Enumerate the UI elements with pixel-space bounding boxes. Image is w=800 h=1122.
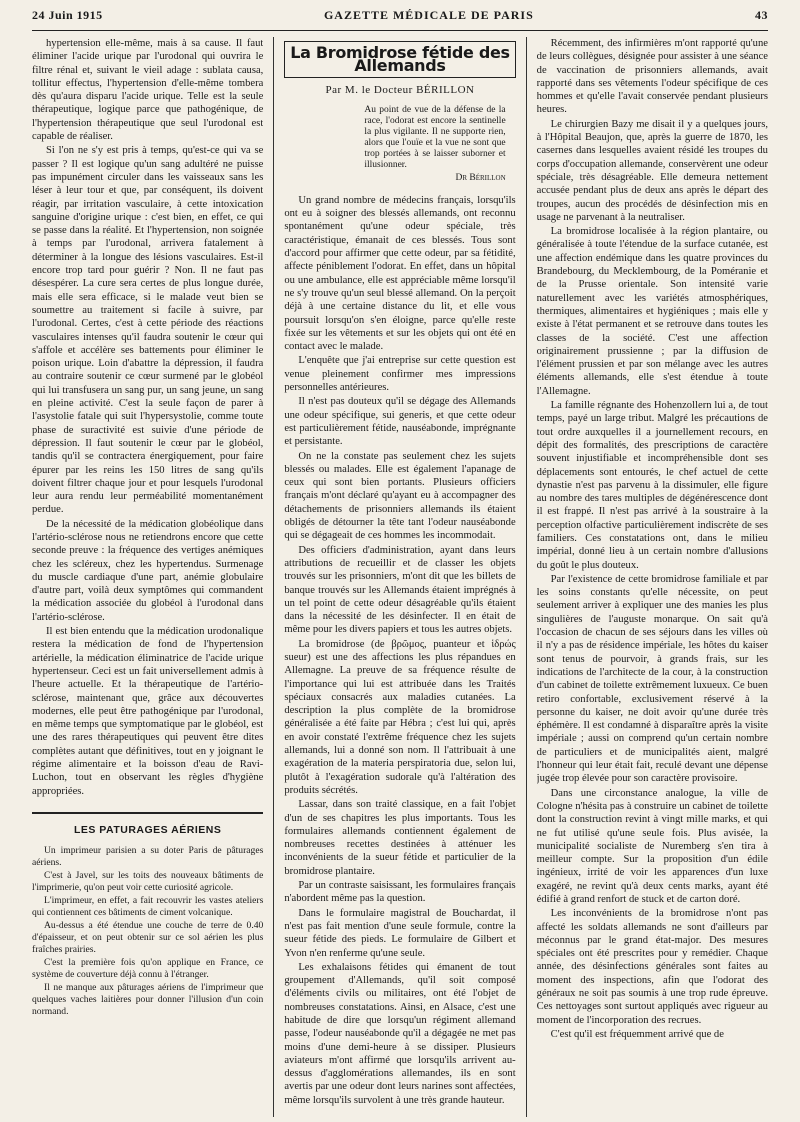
paragraph: Récemment, des infirmières m'ont rapporté qu'une de leurs collègues, désignée pour assister à une séance de vaccination de prisonniers allemands, avait rapporté dans ses vêtements l'odeur spécifique de ces hommes et qu'elle l'avait conservée pendant plusieurs heures.	[536, 38, 768, 116]
paragraph: Lassar, dans son traité classique, en a fait l'objet d'un de ses chapitres les plus importants. Tous les formulaires allemands contiennent également de nombreuses recettes destinées à atténuer les inconvénients de la sueur fétide et particulier de la bromidrose plantaire.	[284, 799, 516, 877]
paragraph: La bromidrose (de βρῶμος, puanteur et ἱδρώς sueur) est une des affections les plus répandues en Allemagne. La preuve de sa fréquence résulte de l'importance qui lui est attribuée dans les Traités spéciaux consacrés aux maladies cutanées. La description la plus complète de la bromidrose généralisée a été faite par Hébra ; c'est lui qui, après en avoir constaté l'extrême fréquence chez les sujets allemands, lui a donné son nom. Il l'attribuait à une exagération de la materia perspiratoria due, selon lui, plutôt à l'exagération sudorale qu'à l'altération des produits sécrétés.	[284, 638, 516, 796]
paragraph: Dans le formulaire magistral de Bouchardat, il n'est pas fait mention d'une seule formule, contre la sueur fétide des pieds. Le formulaire de Gilbert et Yvon n'en renferme qu'une seule.	[284, 907, 516, 959]
paragraph: Il est bien entendu que la médication urodonalique restera la médication de fond de l'hypertension artérielle, la médication éliminatrice de l'acide urique hypertenseur. Ceci est un fait universellement admis à l'heure actuelle. Et la thérapeutique de l'artério-sclérose, maintenant que, grâce aux découvertes modernes, elle peut être pathogénique par l'urodonal, en même temps que symptomatique par le globéol, est une des rares thérapeutiques qui peuvent être dites complètes autant que définitives, tout en y joignant le régime alimentaire et la boisson d'eau de Ravi-Luchon, tout en observant les règles d'hygiène appropriées.	[32, 626, 264, 797]
column-separator	[526, 37, 527, 1117]
paragraph: hypertension elle-même, mais à sa cause. Il faut éliminer l'acide urique par l'urodonal qui ouvrira le filtre rénal et, suivant le vieil adage : sublata causa, tollitur effectus, l'hypertension d'elle-même tombera dès qu'aura disparu l'acide urique. Telle est la seule thérapeutique, logique parce que pathogénique, de l'hypertension thérapeutique que seul l'urodonal est capable de réaliser.	[32, 38, 264, 143]
paragraph: La famille régnante des Hohenzollern lui a, de tout temps, payé un large tribut. Malgré les précautions de tout ordre auxquelles il a journellement recours, en dépit des formalités, des prescriptions de caractère souvent injustifiable et incompréhensible dont ses déplacements sont entourés, le chef actuel de cette dynastie n'est pas parvenu à la dissimuler, elle figure au nombre des tares multiples de dégénérescence dont il est frappé. Il n'est pas arrivé à la soustraire à la perception olfactive particulièrement indiscrète de ses familiers. Ces constatations ont, dans le milieu impérial, donné lieu à un certain nombre d'allusions du goût le plus douteux.	[536, 400, 768, 571]
epigraph	[364, 105, 505, 184]
paragraph: Des officiers d'administration, ayant dans leurs attributions de recueillir et de classer les objets trouvés sur les prisonniers, m'ont dit que les billets de banque trouvés sur les Allemands étaient imprégnés à un tel point de cette odeur désagréable qu'ils étaient dans la nécessité de les désinfecter. Il en était de même pour les divers papiers et tous les autres objets.	[284, 544, 516, 636]
column-1	[32, 37, 263, 1117]
column-3	[537, 37, 768, 1117]
issue-date: 24 Juin 1915	[32, 8, 103, 22]
paragraph: C'est la première fois qu'on applique en France, ce système de couverture déjà connu à l'étranger.	[32, 957, 264, 981]
page-number: 43	[755, 8, 768, 22]
paragraph: Un imprimeur parisien a su doter Paris de pâturages aériens.	[32, 845, 264, 869]
header-rule	[32, 30, 768, 31]
paragraph: Au-dessus a été étendue une couche de terre de 0.40 d'épaisseur, et on peut obtenir sur ce sol aérien les plus fraîches prairies.	[32, 920, 264, 956]
article-title: La Bromidrose fétide des Allemands	[284, 41, 515, 78]
journal-title: GAZETTE MÉDICALE DE PARIS	[323, 8, 534, 22]
column-2	[284, 37, 515, 1117]
page-header	[32, 8, 768, 28]
paragraph: C'est qu'il est fréquemment arrivé que de	[550, 1028, 724, 1040]
section-divider	[32, 812, 263, 814]
article-author: Par M. le Docteur BÉRILLON	[325, 83, 475, 96]
section-title: LES PATURAGES AÉRIENS	[73, 823, 222, 836]
paragraph: Les inconvénients de la bromidrose n'ont pas affecté les soldats allemands ne sont d'ailleurs par méconnus par le grand état-major. Des mesures spéciales ont été prescrites pour y remédier. Chaque année, des désinfections générales sont faites au moment des inspections, afin que l'odorat des généraux ne soit pas soumis à une trop rude épreuve. Ces nettoyages sont surtout appliqués avec rigueur au moment de l'incorporation des recrues.	[536, 908, 768, 1026]
paragraph: L'enquête que j'ai entreprise sur cette question est venue pleinement confirmer mes impressions personnelles antérieures.	[284, 355, 516, 394]
paragraph: Il n'est pas douteux qu'il se dégage des Allemands une odeur spécifique, sui generis, et que cette odeur est particulièrement fétide, nauséabonde, imprégnante et persistante.	[284, 396, 516, 448]
paragraph: C'est à Javel, sur les toits des nouveaux bâtiments de l'imprimerie, qu'on peut voir cette curiosité agricole.	[32, 870, 264, 894]
paragraph: Dans une circonstance analogue, la ville de Cologne n'hésita pas à construire un cabinet de toilette dont la construction revint à vingt mille marks, et qui ne fut utilisé qu'une seule fois. Plus avisée, la municipalité socialiste de Nuremberg s'en tira à meilleur compte. Sur la proposition d'un édile ingénieux, irrité de voir les apparences d'un luxe exagéré, ne revint qu'à deux cents marks, ayant été édifié à grand renfort de stuck et de carton doré.	[536, 787, 768, 905]
paragraph: L'imprimeur, en effet, a fait recouvrir les vastes ateliers qui contiennent ces bâtiments de ciment volcanique.	[32, 895, 264, 919]
paragraph: De la nécessité de la médication globéolique dans l'artério-sclérose nous ne retiendrons encore que cette seconde preuve : la fréquence des vertiges anémiques chez les scléreux, chez les hypertendus. Surmenage du muscle cardiaque d'une part, anémie globulaire d'autre part, voilà deux symptômes qui commandent la médication associée du globéol à l'urodonal dans l'artério-sclérose.	[32, 518, 264, 623]
column-separator	[273, 37, 274, 1117]
paragraph: Par l'existence de cette bromidrose familiale et par les soins constants qu'elle nécessite, on peut seulement arriver à expliquer une des manies les plus singulières de l'auguste monarque. On sait qu'à l'occasion de chacun de ses séjours dans les villes où il n'y a pas de résidence impériale, les hôtes du kaiser sont tenus de pourvoir, à grands frais, sur les indications de l'architecte de la cour, à la construction d'un cabinet de toilette extrêmement luxueux. Ce buen retiro confortable, exclusivement réservé à la personne du kaiser, ne doit avoir qu'une durée très éphémère. Il est condamné à disparaître après la visite impériale ; aussi on comprend qu'un certain nombre de particuliers et de municipalités aient, malgré l'honneur qui leur était fait, reculé devant une dépense jugée trop élevée pour son caractère provisoire.	[536, 573, 768, 785]
paragraph: Par un contraste saisissant, les formulaires français n'abordent même pas la question.	[284, 880, 516, 905]
epigraph-signature: Dr Bérillon	[455, 172, 506, 183]
paragraph: On ne la constate pas seulement chez les sujets blessés ou malades. Elle est également l'apanage de ceux qui sont bien portants. Plusieurs officiers français m'ont déclaré qu'ayant eu à accompagner des détachements de prisonniers allemands ils étaient obligés de détourner la tête tant l'odeur nauséabonde qui se dégageait de ces hommes les incommodait.	[284, 450, 516, 542]
paragraph: Le chirurgien Bazy me disait il y a quelques jours, à l'Hôpital Beaujon, que, après la guerre de 1870, les casernes dans lesquelles avaient résidé les troupes du corps d'occupation allemande, conservèrent une odeur spéciale, très désagréable. Elle demeura nettement accusée pendant plus de deux ans après le départ des troupes, aucun des procédés de désinfection mis en usage ne parvenant à la neutraliser.	[536, 118, 768, 223]
columns	[32, 37, 768, 1117]
paragraph: Les exhalaisons fétides qui émanent de tout groupement d'Allemands, qu'il soit composé d'éléments civils ou militaires, ont été l'objet de nombreuses constatations. Ainsi, en Alsace, c'est une habitude de dire que lorsqu'un régiment allemand passe, l'odeur nauséabonde qu'il a dégagée ne met pas moins d'une demi-heure à se dissiper. Plusieurs aviateurs m'ont affirmé que lorsqu'ils arrivent au-dessus d'agglomérations allemandes, ils en sont avertis par une odeur dont leurs narines sont affectées, même lorsqu'ils survolent à une très grande hauteur.	[284, 961, 516, 1106]
paragraph: Il ne manque aux pâturages aériens de l'imprimeur que quelques vaches laitières pour donner l'illusion d'un coin normand.	[32, 982, 264, 1018]
section-body	[32, 845, 263, 1018]
paragraph: Un grand nombre de médecins français, lorsqu'ils ont eu à soigner des blessés allemands, ont reconnu spontanément qu'une odeur spéciale, très caractéristique, émanait de ces blessés. Tous sont d'accord pour affirmer que cette odeur, par sa fétidité, affecte péniblement l'odorat. En effet, dans un hôpital ou une ambulance, elle est appréciable même lorsqu'il ne s'y trouve qu'un seul blessé allemand. On la perçoit déjà à une certaine distance du lit, et elle vous poursuit lorsqu'on s'en éloigne, parce qu'elle reste fixée sur les vêtements et sur les objets qui ont été en contact avec le malade.	[284, 194, 516, 353]
paragraph: La bromidrose localisée à la région plantaire, ou généralisée à toute l'étendue de la surface cutanée, est une affection endémique dans les quatre provinces du Brandebourg, du Mecklembourg, de la Poméranie et de la Prusse orientale. Son intensité varie naturellement avec les variétés atmosphériques, thermiques, alimentaires et hygiéniques ; mais elle y existe à l'état permanent et se retrouve dans toutes les classes de la société. C'est une affection originairement prussienne ; par la diffusion de l'élément prussien et par son mélange avec les autres éléments allemands, elle s'est étendue à toute l'Allemagne.	[536, 226, 768, 397]
epigraph-text: Au point de vue de la défense de la race, l'odorat est encore la sentinelle la plus vigilante. Il ne supporte rien, alors que l'ouïe et la vue ne sont que trop portées à se laisser suborner et illusionner.	[364, 104, 506, 170]
paragraph: Si l'on ne s'y est pris à temps, qu'est-ce qui va se passer ? Il est logique qu'un sang adultéré ne puisse pas impunément circuler dans les vaisseaux sans les léser à leur tour et que, par conséquent, ils doivent réagir, par irritation vasculaire, à cette intoxication sanguine d'origine urique : c'est bien, en effet, ce qui se passe dans la réalité. Et l'hypertension, non soignée à temps par l'urodonal, arrivera fatalement à déterminer à la longue des lésions vasculaires. Est-il encore trop tard pour guérir ? Non. Il ne faut pas désespérer. La cure sera certes de plus longue durée, mais elle sera efficace, si le malade veut bien se soumettre au traitement si facile à suivre, par l'urodonal. Certes, c'est à cette période des réactions vasculaires intenses qu'il faudra soutenir le cœur qui s'affole et accélère ses battements pour éliminer le poison urique. Loin d'abattre la dépression, il faudra au contraire soutenir ce cœur surmené par le globéol qui lui transfusera un sang pur, un sang jeune, un sang en pleine activité. C'est la seule façon de parer à l'asystolie fatale qui suit l'hypersystolie, comme toute phase de suractivité est suivie d'une période de dépression. Il faut soutenir le cœur par le globéol, tandis qu'il se contractera énergiquement, pour faire épurer par les reins les 150 litres de sang qu'ils doivent filtrer chaque jour et pour lesquels l'urodonal leur aura rendu leur perméabilité momentanément perdue.	[32, 145, 264, 516]
